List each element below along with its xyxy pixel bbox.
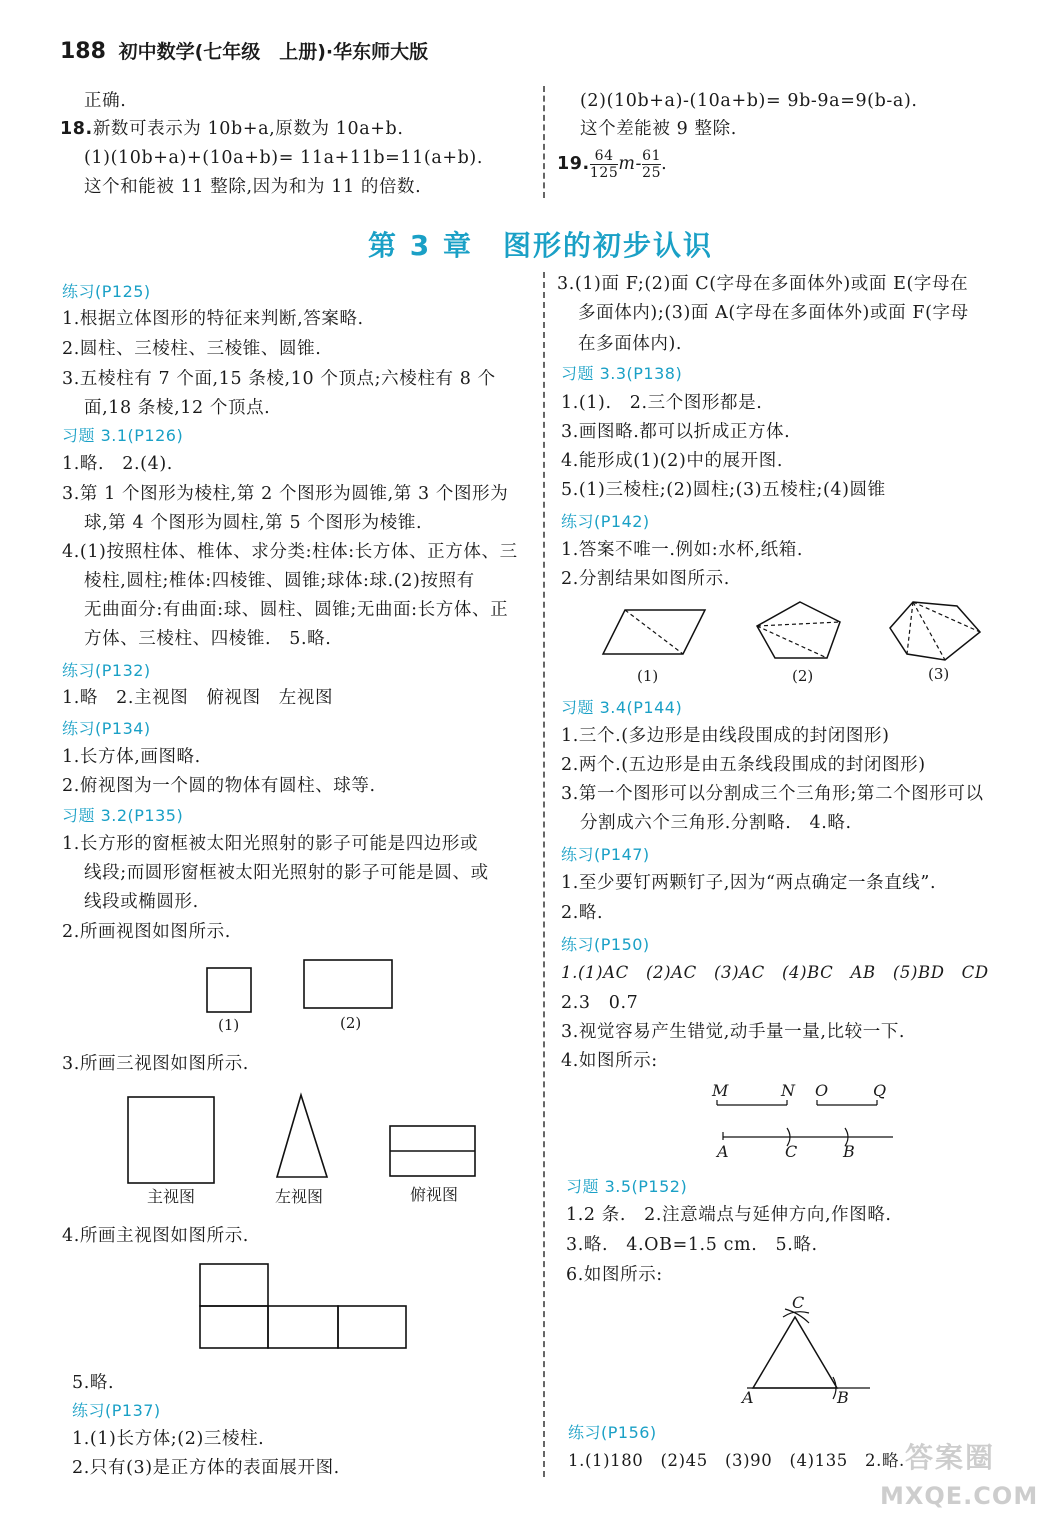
answer-line: 1.(1). 2.三个图形都是. [561, 393, 763, 413]
section-exercise-3-1: 习题 3.1(P126) [62, 426, 184, 445]
answer-line: 1.长方体,画图略. [62, 747, 201, 767]
answer-line: 3.(1)面 F;(2)面 C(字母在多面体外)或面 E(字母在 [557, 274, 969, 294]
section-p132: 练习(P132) [62, 661, 151, 680]
section-p150: 练习(P150) [561, 935, 650, 954]
answer-line: 2.圆柱、三棱柱、三棱锥、圆锥. [62, 339, 322, 359]
answer-line: 2.两个.(五边形是由五条线段围成的封闭图形) [561, 755, 926, 775]
answer-line: 1.长方形的窗框被太阳光照射的影子可能是四边形或 [62, 834, 479, 854]
answer-line: 面,18 条棱,12 个顶点. [84, 398, 271, 418]
pentagon-partition [757, 602, 840, 658]
answer-line: 无曲面分:有曲面:球、圆柱、圆锥;无曲面:长方体、正 [84, 600, 509, 620]
answer-line: 5.(1)三棱柱;(2)圆柱;(3)五棱柱;(4)圆锥 [561, 480, 886, 500]
front-view-square [128, 1097, 214, 1183]
answer-line: 1.略. 2.(4). [62, 454, 173, 474]
q19-answer: 19. $\frac{64}{125}$ m- $\frac{61}{25}$ . [557, 148, 668, 181]
column-divider-top [543, 86, 545, 198]
answer-line: 2.俯视图为一个圆的物体有圆柱、球等. [62, 776, 376, 796]
triangle-abc [753, 1317, 837, 1388]
figure-caption: (3) [928, 665, 950, 683]
parallelogram-partition [603, 610, 705, 654]
point-label: N [781, 1081, 795, 1100]
watermark-logo: 答案圈 [905, 1441, 996, 1474]
section-p142: 练习(P142) [561, 512, 650, 531]
answer-line: 2.只有(3)是正方体的表面展开图. [72, 1458, 340, 1478]
answer-line: 线段或椭圆形. [84, 892, 199, 912]
answer-line: 4.所画主视图如图所示. [62, 1226, 249, 1246]
section-exercise-3-3: 习题 3.3(P138) [561, 364, 683, 383]
figure-caption: (1) [637, 667, 659, 685]
answer-line: 1.根据立体图形的特征来判断,答案略. [62, 309, 364, 329]
answer-line: 3.所画三视图如图所示. [62, 1054, 249, 1074]
answer-line: 3.第 1 个图形为棱柱,第 2 个图形为圆锥,第 3 个图形为 [62, 484, 509, 504]
answer-line: 线段;而圆形窗框被太阳光照射的影子可能是圆、或 [84, 863, 489, 883]
answer-line: 1.(1)180 (2)45 (3)90 (4)135 2.略. [568, 1451, 905, 1470]
point-label: A [742, 1388, 754, 1407]
column-divider-main [543, 272, 545, 1477]
answer-line: 球,第 4 个图形为圆柱,第 5 个图形为棱锥. [84, 513, 423, 533]
section-exercise-3-2: 习题 3.2(P135) [62, 806, 184, 825]
answer-line: 1.三个.(多边形是由线段围成的封闭图形) [561, 726, 890, 746]
section-p147: 练习(P147) [561, 845, 650, 864]
answer-line: 1.(1)长方体;(2)三棱柱. [72, 1429, 265, 1449]
answer-line: 多面体内);(3)面 A(字母在多面体外)或面 F(字母 [578, 303, 969, 323]
answer-line: 5.略. [72, 1373, 115, 1393]
figure-three-views [120, 1090, 480, 1185]
point-label: C [785, 1142, 798, 1161]
answer-line: 1.至少要钉两颗钉子,因为“两点确定一条直线”. [561, 873, 937, 893]
fraction-64-125: $\frac{64}{125}$ [589, 148, 619, 181]
square-view [207, 968, 251, 1012]
side-view-triangle [277, 1095, 327, 1177]
answer-line: 3.第一个图形可以分割成三个三角形;第二个图形可以 [561, 784, 984, 804]
point-label: B [843, 1142, 855, 1161]
fraction-61-25: $\frac{61}{25}$ [642, 148, 662, 181]
figure-caption: (1) [218, 1016, 240, 1034]
point-label: Q [873, 1081, 887, 1100]
answer-line: 棱柱,圆柱;椎体:四棱锥、圆锥;球体:球.(2)按照有 [84, 571, 475, 591]
answer-line: 3.五棱柱有 7 个面,15 条棱,10 个顶点;六棱柱有 8 个 [62, 369, 496, 389]
q18-line1: 18.新数可表示为 10b+a,原数为 10a+b. [60, 119, 404, 139]
q18-line3: 这个和能被 11 整除,因为和为 11 的倍数. [84, 177, 422, 197]
q18-part2-conclusion: 这个差能被 9 整除. [580, 119, 737, 139]
figure-caption: 左视图 [275, 1187, 324, 1206]
answer-line: 在多面体内). [578, 334, 683, 354]
section-p156: 练习(P156) [568, 1423, 657, 1442]
hexagon-partition [890, 602, 980, 660]
figure-caption: 主视图 [147, 1187, 196, 1206]
section-p125: 练习(P125) [62, 282, 151, 301]
point-label: A [717, 1142, 729, 1161]
page-header [60, 37, 428, 64]
answer-line: 4.如图所示: [561, 1051, 658, 1071]
figure-caption: 俯视图 [410, 1185, 459, 1204]
figure-window-views [200, 958, 400, 1018]
answer-line: 4.能形成(1)(2)中的展开图. [561, 451, 784, 471]
answer-line: 2.所画视图如图所示. [62, 922, 231, 942]
page-number: 188 [60, 39, 106, 64]
answer-line: 分割成六个三角形.分割略. 4.略. [580, 813, 852, 833]
figure-front-view-blocks [195, 1260, 415, 1350]
point-label: C [792, 1293, 805, 1312]
point-label: B [837, 1388, 849, 1407]
answer-line: 2.略. [561, 903, 604, 923]
figure-triangle-construction [735, 1295, 880, 1405]
q18-part2: (2)(10b+a)-(10a+b)= 9b-9a=9(b-a). [580, 91, 918, 111]
point-label: O [815, 1081, 829, 1100]
answer-line: 1.略 2.主视图 俯视图 左视图 [62, 688, 334, 708]
figure-polygon-partitions [595, 598, 995, 668]
q18-line2: (1)(10b+a)+(10a+b)= 11a+11b=11(a+b). [84, 148, 484, 168]
answer-line: 1.答案不唯一.例如:水杯,纸箱. [561, 540, 803, 560]
answer-line: 方体、三棱柱、四棱锥. 5.略. [84, 629, 332, 649]
chapter-title: 第 3 章 图形的初步认识 [368, 229, 713, 262]
answer-line: 3.视觉容易产生错觉,动手量一量,比较一下. [561, 1022, 906, 1042]
answer-line: 4.(1)按照柱体、椎体、求分类:柱体:长方体、正方体、三 [62, 542, 518, 562]
section-exercise-3-5: 习题 3.5(P152) [566, 1177, 688, 1196]
arc-left [783, 1312, 809, 1317]
rectangle-view [304, 960, 392, 1008]
figure-caption: (2) [792, 667, 814, 685]
figure-caption: (2) [340, 1014, 362, 1032]
section-p137: 练习(P137) [72, 1401, 161, 1420]
answer-line: 2.3 0.7 [561, 993, 639, 1013]
watermark-url: MXQE.COM [880, 1482, 1039, 1510]
answer-line: 1.2 条. 2.注意端点与延伸方向,作图略. [566, 1205, 892, 1225]
book-title: 初中数学(七年级 上册)·华东师大版 [118, 41, 429, 63]
answer-line: 2.分割结果如图所示. [561, 569, 730, 589]
section-exercise-3-4: 习题 3.4(P144) [561, 698, 683, 717]
answer-line: 1.(1)AC (2)AC (3)AC (4)BC AB (5)BD CD [561, 963, 989, 982]
point-label: M [712, 1081, 729, 1100]
answer-line: 6.如图所示: [566, 1265, 663, 1285]
prev-answer-end: 正确. [84, 91, 127, 111]
answer-line: 3.画图略.都可以折成正方体. [561, 422, 791, 442]
section-p134: 练习(P134) [62, 719, 151, 738]
answer-line: 3.略. 4.OB=1.5 cm. 5.略. [566, 1235, 818, 1255]
